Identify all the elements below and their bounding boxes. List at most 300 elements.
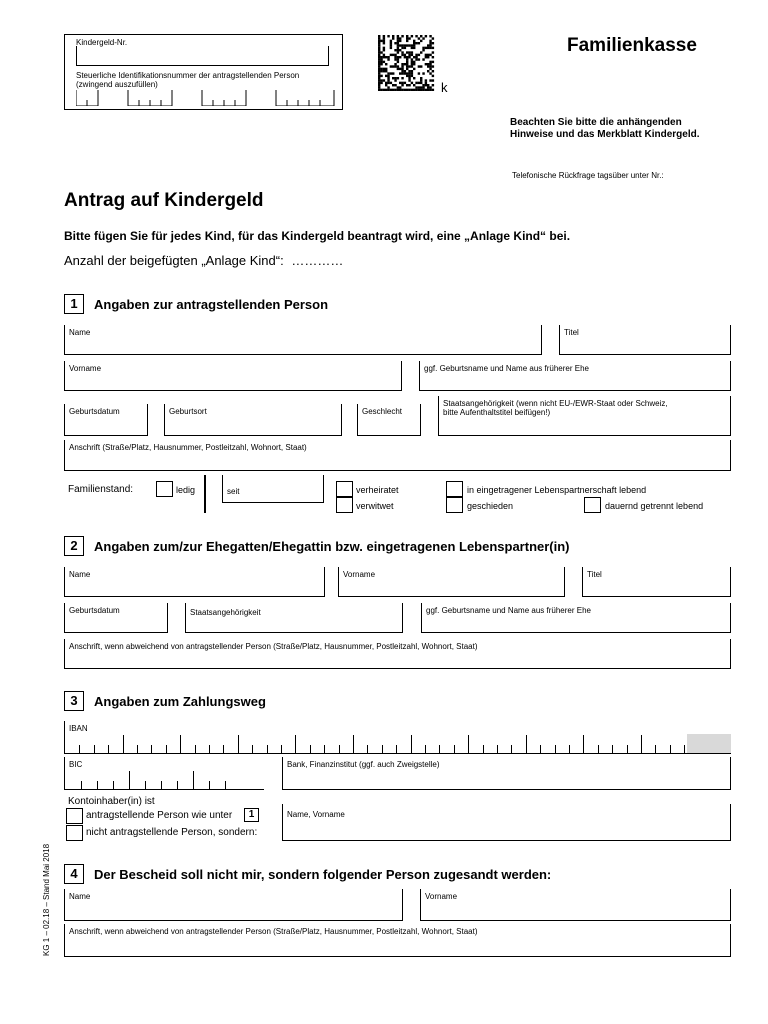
digit-tick xyxy=(108,745,109,753)
digit-tick xyxy=(238,735,239,753)
datamatrix-module xyxy=(408,65,410,67)
datamatrix-module xyxy=(429,61,431,63)
datamatrix-module xyxy=(401,35,403,37)
digit-tick xyxy=(81,781,82,789)
datamatrix-module xyxy=(406,68,408,70)
datamatrix-module xyxy=(408,56,410,58)
datamatrix-module xyxy=(432,84,434,86)
datamatrix-module xyxy=(397,42,399,44)
datamatrix-module xyxy=(432,56,434,58)
datamatrix-module xyxy=(397,77,399,79)
datamatrix-module xyxy=(408,84,410,86)
datamatrix-module xyxy=(401,84,403,86)
digit-tick xyxy=(367,745,368,753)
datamatrix-module xyxy=(390,82,392,84)
datamatrix-module xyxy=(422,49,424,51)
seit-field[interactable] xyxy=(222,475,324,503)
s2-geburtsname-label: ggf. Geburtsname und Name aus früherer Ehe xyxy=(426,606,591,615)
datamatrix-module xyxy=(404,56,406,58)
datamatrix-module xyxy=(432,75,434,77)
s1-anschrift-field[interactable] xyxy=(64,440,731,471)
digit-tick xyxy=(526,735,527,753)
datamatrix-module xyxy=(429,72,431,74)
datamatrix-module xyxy=(406,84,408,86)
getrennt-label: dauernd getrennt lebend xyxy=(605,501,704,511)
s1-staat-label-1: Staatsangehörigkeit (wenn nicht EU-/EWR-Staat oder Schweiz, xyxy=(443,399,668,408)
datamatrix-module xyxy=(406,89,408,91)
datamatrix-module xyxy=(425,63,427,65)
datamatrix-module xyxy=(411,47,413,49)
verwitwet-checkbox[interactable] xyxy=(336,497,353,513)
verheiratet-checkbox[interactable] xyxy=(336,481,353,497)
datamatrix-module xyxy=(404,54,406,56)
datamatrix-module xyxy=(378,75,380,77)
datamatrix-module xyxy=(408,89,410,91)
s2-titel-label: Titel xyxy=(587,570,602,579)
digit-tick xyxy=(177,781,178,789)
datamatrix-module xyxy=(397,68,399,70)
datamatrix-module xyxy=(413,84,415,86)
datamatrix-module xyxy=(401,77,403,79)
s1-staat-field[interactable] xyxy=(438,396,731,436)
digit-tick xyxy=(497,745,498,753)
datamatrix-module xyxy=(404,63,406,65)
digit-tick xyxy=(161,781,162,789)
datamatrix-module xyxy=(411,63,413,65)
datamatrix-module xyxy=(401,72,403,74)
datamatrix-module xyxy=(413,42,415,44)
bic-label: BIC xyxy=(69,760,83,769)
datamatrix-module xyxy=(429,79,431,81)
datamatrix-module xyxy=(404,72,406,74)
datamatrix-module xyxy=(406,63,408,65)
s2-staat-field[interactable] xyxy=(185,603,403,633)
s4-vorname-field[interactable] xyxy=(420,889,731,921)
datamatrix-module xyxy=(380,70,382,72)
datamatrix-module xyxy=(387,75,389,77)
datamatrix-module xyxy=(385,70,387,72)
datamatrix-module xyxy=(390,44,392,46)
s2-titel-field[interactable] xyxy=(582,567,731,597)
datamatrix-module xyxy=(408,79,410,81)
hint-line-2: Hinweise und das Merkblatt Kindergeld. xyxy=(510,129,700,140)
s4-anschrift-label: Anschrift, wenn abweichend von antragstellender Person (Straße/Platz, Hausnummer, Postleitzahl, Wohnort, Staat) xyxy=(69,927,478,936)
digit-tick xyxy=(511,745,512,753)
digit-tick xyxy=(97,781,98,789)
datamatrix-module xyxy=(420,82,422,84)
datamatrix-module xyxy=(392,72,394,74)
datamatrix-module xyxy=(394,84,396,86)
datamatrix-module xyxy=(387,72,389,74)
datamatrix-module xyxy=(397,35,399,37)
datamatrix-module xyxy=(380,68,382,70)
familienstand-divider xyxy=(204,475,206,513)
datamatrix-module xyxy=(394,49,396,51)
datamatrix-module xyxy=(404,70,406,72)
datamatrix-module xyxy=(397,49,399,51)
datamatrix-module xyxy=(420,65,422,67)
datamatrix-module xyxy=(397,47,399,49)
datamatrix-module xyxy=(399,86,401,88)
datamatrix-module xyxy=(383,89,385,91)
datamatrix-module xyxy=(413,56,415,58)
digit-tick xyxy=(454,745,455,753)
datamatrix-module xyxy=(401,44,403,46)
datamatrix-module xyxy=(432,37,434,39)
datamatrix-module xyxy=(418,72,420,74)
digit-tick xyxy=(209,745,210,753)
datamatrix-module xyxy=(378,70,380,72)
datamatrix-module xyxy=(411,89,413,91)
datamatrix-module xyxy=(383,42,385,44)
datamatrix-module xyxy=(399,82,401,84)
datamatrix-module xyxy=(390,65,392,67)
digit-tick xyxy=(310,745,311,753)
digit-tick xyxy=(396,745,397,753)
datamatrix-module xyxy=(378,77,380,79)
datamatrix-module xyxy=(399,56,401,58)
digit-tick xyxy=(382,745,383,753)
digit-tick xyxy=(166,745,167,753)
s2-vorname-label: Vorname xyxy=(343,570,376,579)
datamatrix-module xyxy=(415,86,417,88)
inhaber-antragsteller-checkbox[interactable] xyxy=(66,808,83,824)
datamatrix-module xyxy=(387,35,389,37)
datamatrix-module xyxy=(427,70,429,72)
datamatrix-module xyxy=(387,79,389,81)
datamatrix-module xyxy=(408,75,410,77)
s1-geschlecht-label: Geschlecht xyxy=(362,407,403,416)
s1-name-label: Name xyxy=(69,328,91,337)
datamatrix-module xyxy=(411,44,413,46)
digit-tick xyxy=(113,781,114,789)
form-id-text: KG 1 – 02.18 – Stand Mai 2018 xyxy=(42,843,51,956)
datamatrix-module xyxy=(383,54,385,56)
datamatrix-module xyxy=(394,77,396,79)
datamatrix-module xyxy=(399,40,401,42)
datamatrix-module xyxy=(418,89,420,91)
datamatrix-module xyxy=(401,89,403,91)
datamatrix-module xyxy=(394,89,396,91)
datamatrix-module xyxy=(406,75,408,77)
datamatrix-module xyxy=(406,37,408,39)
digit-tick xyxy=(295,735,296,753)
datamatrix-module xyxy=(378,35,380,37)
datamatrix-module xyxy=(385,84,387,86)
s4-vorname-label: Vorname xyxy=(425,892,458,901)
s1-geburtsort-field[interactable] xyxy=(164,404,342,436)
kindergeld-nr-label: Kindergeld-Nr. xyxy=(76,38,128,47)
datamatrix-module xyxy=(427,47,429,49)
datamatrix-module xyxy=(385,89,387,91)
digit-tick xyxy=(252,745,253,753)
digit-tick xyxy=(425,745,426,753)
datamatrix-module xyxy=(427,89,429,91)
s2-vorname-field[interactable] xyxy=(338,567,565,597)
bank-field[interactable] xyxy=(282,757,731,790)
datamatrix-module xyxy=(380,63,382,65)
inhaber-andere-checkbox[interactable] xyxy=(66,825,83,841)
datamatrix-module xyxy=(397,37,399,39)
datamatrix-module xyxy=(420,77,422,79)
datamatrix-module xyxy=(425,47,427,49)
datamatrix-module xyxy=(425,82,427,84)
datamatrix-module xyxy=(401,51,403,53)
datamatrix-module xyxy=(380,40,382,42)
datamatrix-module xyxy=(411,58,413,60)
digit-tick xyxy=(411,735,412,753)
datamatrix-module xyxy=(418,42,420,44)
datamatrix-module xyxy=(385,63,387,65)
datamatrix-module xyxy=(399,89,401,91)
section-1-number: 1 xyxy=(64,294,84,314)
digit-tick xyxy=(195,745,196,753)
iban-field[interactable] xyxy=(64,721,731,754)
getrennt-checkbox[interactable] xyxy=(584,497,601,513)
datamatrix-module xyxy=(378,65,380,67)
s4-name-label: Name xyxy=(69,892,91,901)
datamatrix-module xyxy=(411,51,413,53)
datamatrix-module xyxy=(401,82,403,84)
datamatrix-module xyxy=(397,61,399,63)
datamatrix-module xyxy=(378,49,380,51)
bic-field[interactable] xyxy=(64,757,264,790)
datamatrix-module xyxy=(380,58,382,60)
datamatrix-module xyxy=(418,86,420,88)
datamatrix-module xyxy=(399,44,401,46)
section-4-number: 4 xyxy=(64,864,84,884)
datamatrix-module xyxy=(411,82,413,84)
datamatrix-module xyxy=(390,47,392,49)
datamatrix-module xyxy=(383,61,385,63)
datamatrix-module xyxy=(392,77,394,79)
inhaber-name-field[interactable] xyxy=(282,804,731,841)
digit-tick xyxy=(223,745,224,753)
steuer-id-field[interactable] xyxy=(76,90,338,106)
datamatrix-module xyxy=(404,44,406,46)
datamatrix-module xyxy=(415,42,417,44)
s2-geburtsdatum-field[interactable] xyxy=(64,603,168,633)
datamatrix-module xyxy=(422,37,424,39)
datamatrix-module xyxy=(427,65,429,67)
datamatrix-module xyxy=(422,47,424,49)
bank-label: Bank, Finanzinstitut (ggf. auch Zweigstelle) xyxy=(287,760,440,769)
datamatrix-module xyxy=(390,40,392,42)
datamatrix-module xyxy=(432,42,434,44)
datamatrix-module xyxy=(397,40,399,42)
datamatrix-module xyxy=(385,75,387,77)
datamatrix-module xyxy=(429,40,431,42)
s2-staat-label: Staatsangehörigkeit xyxy=(190,608,261,617)
datamatrix-module xyxy=(378,37,380,39)
datamatrix-module xyxy=(383,49,385,51)
datamatrix-module xyxy=(420,51,422,53)
datamatrix-module xyxy=(380,61,382,63)
datamatrix-module xyxy=(378,40,380,42)
datamatrix-module xyxy=(399,68,401,70)
datamatrix-suffix: k xyxy=(441,80,448,95)
datamatrix-module xyxy=(385,68,387,70)
datamatrix-module xyxy=(427,54,429,56)
datamatrix-module xyxy=(432,79,434,81)
kindergeld-nr-field[interactable] xyxy=(76,46,329,66)
steuer-id-digit-boxes xyxy=(76,90,338,106)
digit-tick xyxy=(684,745,685,753)
digit-tick xyxy=(641,735,642,753)
datamatrix-module xyxy=(392,37,394,39)
s2-geburtsname-field[interactable] xyxy=(421,603,731,633)
datamatrix-module xyxy=(429,89,431,91)
datamatrix-module xyxy=(427,44,429,46)
datamatrix-module xyxy=(420,89,422,91)
datamatrix-module xyxy=(408,44,410,46)
datamatrix-module xyxy=(390,42,392,44)
s2-anschrift-field[interactable] xyxy=(64,639,731,669)
datamatrix-module xyxy=(432,89,434,91)
digit-tick xyxy=(339,745,340,753)
datamatrix-module xyxy=(378,68,380,70)
datamatrix-module xyxy=(406,65,408,67)
datamatrix-module xyxy=(401,70,403,72)
s1-titel-field[interactable] xyxy=(559,325,731,355)
s1-vorname-field[interactable] xyxy=(64,361,402,391)
datamatrix-module xyxy=(432,65,434,67)
s2-geburtsdatum-label: Geburtsdatum xyxy=(69,606,120,615)
datamatrix-module xyxy=(406,72,408,74)
datamatrix-module xyxy=(378,86,380,88)
datamatrix-module xyxy=(392,89,394,91)
digit-tick xyxy=(193,771,194,789)
datamatrix-module xyxy=(411,65,413,67)
datamatrix-module xyxy=(392,54,394,56)
datamatrix-module xyxy=(415,35,417,37)
datamatrix-module xyxy=(397,89,399,91)
datamatrix-module xyxy=(401,63,403,65)
datamatrix-module xyxy=(378,58,380,60)
datamatrix-module xyxy=(411,61,413,63)
attachments-count-field[interactable]: ………… xyxy=(291,253,344,268)
inhaber-andere-label: nicht antragstellende Person, sondern: xyxy=(86,827,258,838)
datamatrix-module xyxy=(378,44,380,46)
datamatrix-module xyxy=(422,84,424,86)
datamatrix-module xyxy=(406,51,408,53)
digit-tick xyxy=(569,745,570,753)
datamatrix-module xyxy=(394,42,396,44)
datamatrix-module xyxy=(406,40,408,42)
datamatrix-module xyxy=(418,37,420,39)
section-3-title: Angaben zum Zahlungsweg xyxy=(94,694,266,709)
datamatrix-code xyxy=(378,35,437,91)
s4-name-field[interactable] xyxy=(64,889,403,921)
datamatrix-module xyxy=(380,89,382,91)
datamatrix-module xyxy=(422,58,424,60)
datamatrix-module xyxy=(408,70,410,72)
s2-name-field[interactable] xyxy=(64,567,325,597)
datamatrix-module xyxy=(397,44,399,46)
datamatrix-module xyxy=(383,56,385,58)
datamatrix-module xyxy=(408,51,410,53)
datamatrix-module xyxy=(425,79,427,81)
instruction-text: Bitte fügen Sie für jedes Kind, für das Kindergeld beantragt wird, eine „Anlage Kind“ bei. xyxy=(64,229,571,243)
digit-tick xyxy=(281,745,282,753)
datamatrix-module xyxy=(385,82,387,84)
datamatrix-module xyxy=(394,58,396,60)
verwitwet-label: verwitwet xyxy=(356,501,394,511)
lebenspartnerschaft-checkbox[interactable] xyxy=(446,481,463,497)
datamatrix-module xyxy=(413,47,415,49)
section-2-title: Angaben zum/zur Ehegatten/Ehegattin bzw. eingetragenen Lebenspartner(in) xyxy=(94,539,570,554)
s1-geburtsdatum-label: Geburtsdatum xyxy=(69,407,120,416)
s1-geschlecht-field[interactable] xyxy=(357,404,421,436)
datamatrix-module xyxy=(432,51,434,53)
datamatrix-module xyxy=(415,56,417,58)
s2-name-label: Name xyxy=(69,570,91,579)
datamatrix-module xyxy=(432,61,434,63)
digit-tick xyxy=(129,771,130,789)
datamatrix-module xyxy=(378,56,380,58)
datamatrix-module xyxy=(418,58,420,60)
datamatrix-module xyxy=(378,84,380,86)
geschieden-checkbox[interactable] xyxy=(446,497,463,513)
digit-tick xyxy=(79,745,80,753)
digit-tick xyxy=(353,735,354,753)
phone-label: Telefonische Rückfrage tagsüber unter Nr.: xyxy=(512,171,664,180)
datamatrix-module xyxy=(383,68,385,70)
seit-label: seit xyxy=(227,487,240,496)
datamatrix-module xyxy=(383,40,385,42)
s1-name-field[interactable] xyxy=(64,325,542,355)
page-title: Antrag auf Kindergeld xyxy=(64,190,264,211)
datamatrix-module xyxy=(383,35,385,37)
datamatrix-module xyxy=(418,82,420,84)
datamatrix-module xyxy=(413,44,415,46)
datamatrix-module xyxy=(387,89,389,91)
digit-tick xyxy=(145,781,146,789)
digit-tick xyxy=(267,745,268,753)
datamatrix-module xyxy=(383,37,385,39)
s1-geburtsname-field[interactable] xyxy=(419,361,731,391)
datamatrix-module xyxy=(397,51,399,53)
datamatrix-module xyxy=(397,86,399,88)
datamatrix-module xyxy=(418,65,420,67)
section-3-number: 3 xyxy=(64,691,84,711)
digit-tick xyxy=(151,745,152,753)
bic-digit-ticks xyxy=(65,757,264,789)
ledig-label: ledig xyxy=(176,485,196,495)
datamatrix-module xyxy=(387,82,389,84)
ledig-checkbox[interactable] xyxy=(156,481,173,497)
s1-vorname-label: Vorname xyxy=(69,364,102,373)
datamatrix-module xyxy=(399,37,401,39)
datamatrix-module xyxy=(380,51,382,53)
digit-tick xyxy=(468,735,469,753)
datamatrix-module xyxy=(397,56,399,58)
datamatrix-module xyxy=(429,44,431,46)
datamatrix-module xyxy=(378,79,380,81)
datamatrix-module xyxy=(425,56,427,58)
datamatrix-module xyxy=(380,75,382,77)
datamatrix-module xyxy=(383,70,385,72)
hint-line-1: Beachten Sie bitte die anhängenden xyxy=(510,117,682,128)
s1-geburtsdatum-field[interactable] xyxy=(64,404,148,436)
datamatrix-module xyxy=(420,86,422,88)
datamatrix-module xyxy=(408,54,410,56)
datamatrix-module xyxy=(406,35,408,37)
datamatrix-module xyxy=(422,86,424,88)
datamatrix-module xyxy=(429,47,431,49)
s4-anschrift-field[interactable] xyxy=(64,924,731,957)
datamatrix-module xyxy=(390,72,392,74)
